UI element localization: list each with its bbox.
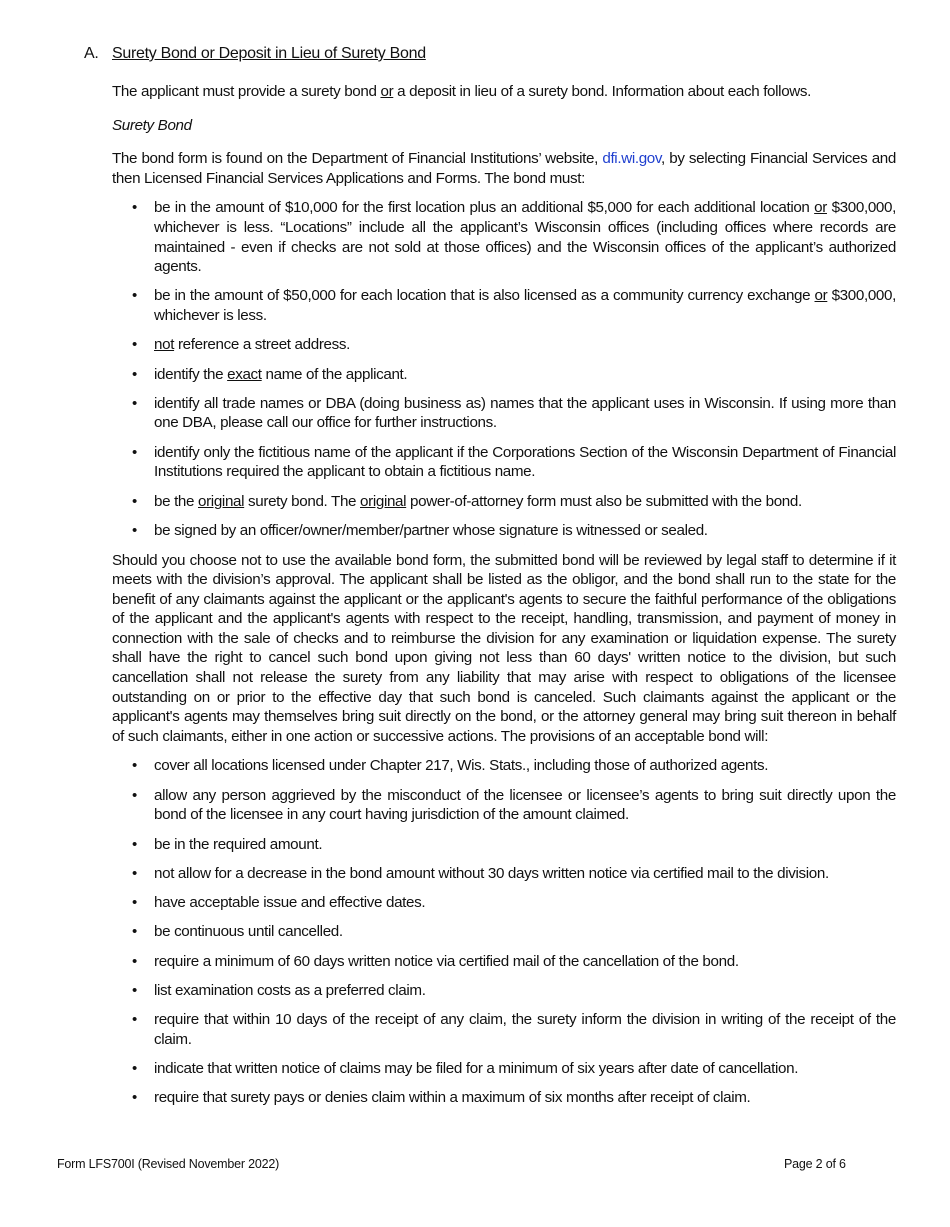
item-emphasis: or [814, 287, 828, 305]
item-text: $300,000, whichever is less. [154, 287, 896, 325]
bond-form-text-end: , by selecting Financial Services and then Licensed Financial Services Applications and Forms. The bond must: [112, 150, 896, 187]
list-item: • identify only the fictitious name of the applicant if the Corporations Section of the Wisconsin Department of Financial Institutions required the applicant to obtain a fictitious name. [112, 443, 896, 482]
list-item: • have acceptable issue and effective dates. [112, 893, 896, 913]
intro-text-end: a deposit in lieu of a surety bond. Information about each follows. [393, 83, 812, 100]
list-item: • indicate that written notice of claims may be filed for a minimum of six years after date of cancellation. [112, 1059, 896, 1079]
list-item: • be signed by an officer/owner/member/partner whose signature is witnessed or sealed. [112, 521, 896, 541]
footer-page-number: Page 2 of 6 [784, 1157, 846, 1171]
item-text: identify the [154, 365, 228, 383]
list-item: • require that surety pays or denies claim within a maximum of six months after receipt of claim. [112, 1088, 896, 1108]
intro-emphasis: or [380, 83, 394, 100]
item-text: surety bond. The [244, 492, 361, 510]
item-text: reference a street address. [174, 336, 350, 354]
list-item: • identify all trade names or DBA (doing business as) names that the applicant uses in Wisconsin. If using more than one DBA, please call our office for further instructions. [112, 394, 896, 433]
item-text: power-of-attorney form must also be submitted with the bond. [406, 492, 802, 510]
footer-form-label: Form LFS700I (Revised November 2022) [57, 1157, 280, 1171]
intro-paragraph [112, 82, 896, 102]
dfi-website-link[interactable]: dfi.wi.gov [602, 150, 662, 168]
section-heading [84, 44, 426, 64]
list-item [112, 198, 896, 276]
surety-bond-subheading: Surety Bond [112, 116, 192, 134]
item-emphasis: or [814, 199, 827, 217]
section-title: Surety Bond or Deposit in Lieu of Surety Bond [112, 45, 426, 62]
list-item [112, 335, 896, 355]
item-text: be in the amount of $10,000 for the first location plus an additional $5,000 for each additional location [154, 199, 815, 217]
bond-provisions-list [112, 756, 896, 1108]
alternative-bond-paragraph: Should you choose not to use the available bond form, the submitted bond will be reviewed by legal staff to determine if it meets with the division’s approval. The applicant shall be listed as the obligor, and the bond shall run to the state for the benefit of any claimants against the applicant or the applicant's agents to secure the faithful performance of the obligations of the applicant and the applicant's agents with respect to the receipt, handling, transmission, and payment of money in connection with the sale of checks and to reimburse the division for any examination or liquidation expense. The surety shall have the right to cancel such bond upon giving not less than 60 days' written notice to the division, but such cancellation shall not release the surety from any liability that may arise with respect to obligations of the licensee outstanding on or prior to the effective day that such bond is canceled. Such claimants against the applicant or the applicant's agents may themselves bring suit directly on the bond, or the attorney general may bring suit thereon in behalf of such claimants, either in one action or successive actions. The provisions of an acceptable bond will: [112, 551, 896, 745]
item-emphasis: not [154, 336, 175, 354]
list-item [112, 492, 896, 512]
intro-text-start: The applicant must provide a surety bond [112, 83, 381, 100]
item-emphasis: exact [227, 365, 262, 383]
list-item: • allow any person aggrieved by the misconduct of the licensee or licensee’s agents to bring suit directly upon the bond of the licensee in any court having jurisdiction of the amount claimed. [112, 786, 896, 825]
list-item: • cover all locations licensed under Chapter 217, Wis. Stats., including those of authorized agents. [112, 756, 896, 776]
item-emphasis: original [198, 492, 245, 510]
item-text: be the [154, 492, 198, 510]
list-item [112, 365, 896, 385]
bond-requirements-list [112, 198, 896, 540]
list-item: • list examination costs as a preferred claim. [112, 981, 896, 1001]
list-item: • be in the required amount. [112, 835, 896, 855]
document-body [112, 82, 896, 1118]
list-item [112, 286, 896, 325]
list-item: • require a minimum of 60 days written notice via certified mail of the cancellation of the bond. [112, 952, 896, 972]
item-text: name of the applicant. [261, 365, 408, 383]
item-text: be in the amount of $50,000 for each location that is also licensed as a community currency exchange [154, 287, 815, 305]
item-emphasis: original [360, 492, 407, 510]
section-letter: A. [84, 45, 99, 62]
list-item: • not allow for a decrease in the bond amount without 30 days written notice via certified mail to the division. [112, 864, 896, 884]
bond-form-text-start: The bond form is found on the Department of Financial Institutions’ website, [112, 150, 603, 168]
item-text: $300,000, whichever is less. “Locations” include all the applicant’s Wisconsin offices (including offices where records are maintained - even if checks are not sold at those offices) and the Wisconsin offices of the applicant’s authorized agents. [154, 199, 896, 276]
list-item: • require that within 10 days of the receipt of any claim, the surety inform the division in writing of the receipt of the claim. [112, 1010, 896, 1049]
bond-form-paragraph [112, 149, 896, 188]
list-item: • be continuous until cancelled. [112, 922, 896, 942]
